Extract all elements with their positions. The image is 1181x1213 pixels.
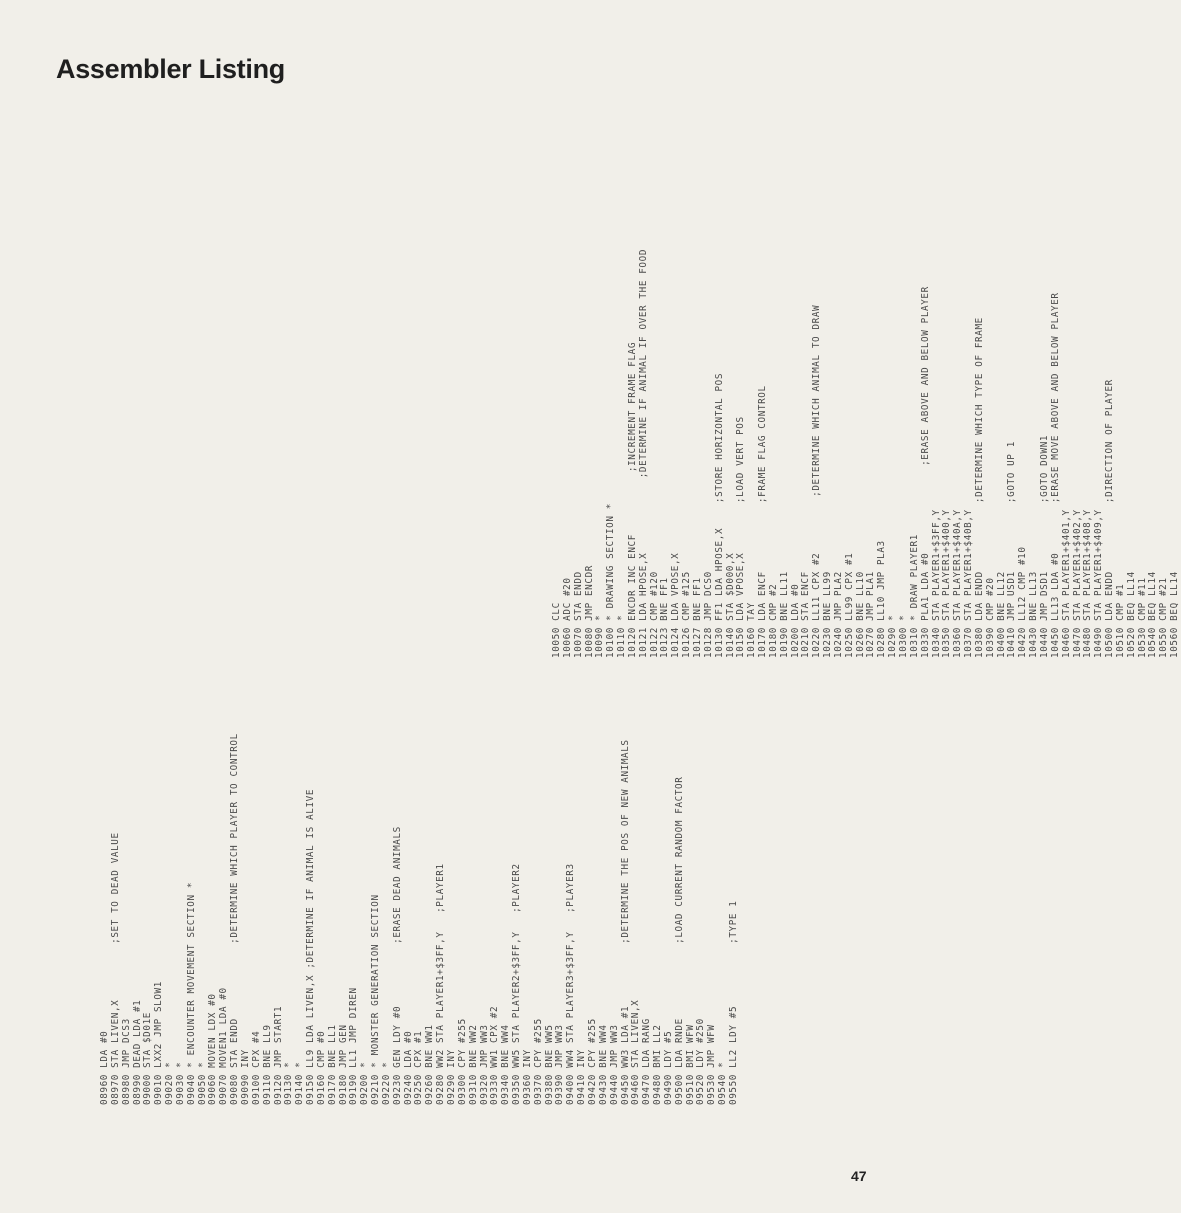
- code-line: 09180 JMP GEN: [337, 1024, 349, 1105]
- code-line: 09290 INY: [446, 1049, 457, 1105]
- code-line: 10080 JMP ENCDR: [583, 565, 595, 658]
- page-title: Assembler Listing: [56, 54, 285, 84]
- code-line: 10510 CMP #1: [1114, 583, 1126, 658]
- code-line: 10128 JMP DCS0: [702, 571, 714, 658]
- code-line: 09060 MOVEN LDX #0: [207, 993, 219, 1105]
- code-line: 09140 *: [294, 1061, 306, 1105]
- code-line: 09240 LDA #0: [402, 1030, 414, 1105]
- code-line: 10250 LL99 CPX #1: [843, 552, 855, 658]
- code-line: 10050 CLC: [551, 602, 562, 658]
- page-number: 47: [851, 1168, 867, 1184]
- code-line: 10060 ADC #20: [561, 577, 573, 658]
- code-line: 09500 LDA RNDE ;LOAD CURRENT RANDOM FACTOR: [673, 776, 685, 1105]
- code-line: 10120 ENCDR INC ENCF ;INCREMENT FRAME FLAG: [626, 341, 638, 658]
- code-line: 10430 BNE LL13: [1028, 571, 1040, 658]
- code-line: 10126 CMP #125: [681, 571, 693, 658]
- code-line: 09100 CPX #4: [250, 1030, 262, 1105]
- code-line: 10490 STA PLAYER1+$409,Y: [1093, 509, 1105, 658]
- code-line: 09450 WW3 LDA #1 ;DETERMINE THE POS OF NEW ANIMALS: [619, 739, 631, 1105]
- code-line: 10127 BNE FF1: [691, 577, 703, 658]
- code-line: 09480 BMI LL2: [652, 1024, 664, 1105]
- code-line: 10210 STA ENCF: [800, 571, 812, 658]
- code-line: 10160 TAY: [746, 602, 758, 658]
- code-line: 10280 LL10 JMP PLA3: [876, 540, 888, 658]
- code-line: 09200 *: [359, 1061, 371, 1105]
- code-line: 09360 INY: [521, 1049, 533, 1105]
- code-line: 10260 BNE LL10: [854, 571, 866, 658]
- code-line: 09120 JMP START1: [272, 1005, 284, 1105]
- code-line: 09490 LDY #5: [662, 1030, 674, 1105]
- code-line: 09420 CPY #255: [586, 1018, 598, 1105]
- code-line: 10230 BNE LL99: [822, 571, 834, 658]
- code-line: 10100 * DRAWING SECTION *: [605, 503, 617, 658]
- code-line: 10270 JMP PLA1: [865, 571, 877, 658]
- code-line: 10330 PLA1 LDA #0 ;ERASE ABOVE AND BELOW PLAYER: [919, 286, 931, 658]
- code-line: 10470 STA PLAYER1+$402,Y: [1071, 509, 1083, 658]
- code-line: 09410 INY: [576, 1049, 588, 1105]
- code-line: 09430 BNE WW4: [597, 1024, 609, 1105]
- code-line: 09530 JMP WFW: [706, 1024, 718, 1105]
- code-line: 09330 WW1 CPX #2: [489, 1005, 501, 1105]
- code-line: 09110 BNE LL9: [261, 1024, 273, 1105]
- code-line: 09020 *: [164, 1061, 176, 1105]
- code-line: 10420 LL12 CMP #10: [1017, 546, 1029, 658]
- code-line: 09440 JMP WW3: [608, 1024, 620, 1105]
- code-line: 09550 LL2 LDY #5 ;TYPE 1: [727, 900, 739, 1105]
- code-line: 10190 BNE LL11: [778, 571, 790, 658]
- code-line: 10140 STA $D000,X: [724, 552, 736, 658]
- code-line: 09190 LL1 JMP DIREN: [348, 987, 360, 1105]
- code-line: 10180 CMP #2: [767, 583, 779, 658]
- code-line: 08960 LDA #0: [99, 1030, 110, 1105]
- code-line: 10110 *: [616, 614, 628, 658]
- code-line: 09520 LDY #250: [695, 1018, 707, 1105]
- code-line: 10124 LDA VPOSE,X: [670, 552, 682, 658]
- code-line: 09350 WW5 STA PLAYER2+$3FF,Y ;PLAYER2: [511, 863, 523, 1105]
- code-line: 09320 JMP WW3: [478, 1024, 490, 1105]
- code-line: 10310 * DRAW PLAYER1: [908, 534, 920, 658]
- code-line: 09280 WW2 STA PLAYER1+$3FF,Y ;PLAYER1: [435, 863, 447, 1105]
- code-line: 09050 *: [196, 1061, 208, 1105]
- code-line: 10530 CMP #11: [1136, 577, 1148, 658]
- code-line: 09380 BNE WW5: [543, 1024, 555, 1105]
- code-line: 10220 LL11 CPX #2 ;DETERMINE WHICH ANIMAL TO DRAW: [811, 304, 823, 658]
- code-line: 09460 STA LIVEN,X: [630, 999, 642, 1105]
- code-line: 10121 LDA HPOSE,X ;DETERMINE IF ANIMAL IF OVER THE FOOD: [637, 248, 649, 658]
- code-line: 10500 LDA ENDD ;DIRECTION OF PLAYER: [1104, 379, 1116, 658]
- code-line: 09150 LL9 LDA LIVEN,X ;DETERMINE IF ANIMAL IS ALIVE: [305, 788, 317, 1105]
- code-line: 09090 INY: [239, 1049, 251, 1105]
- code-line: 09390 JMP WW3: [554, 1024, 566, 1105]
- code-line: 10070 STA ENDD: [572, 571, 584, 658]
- code-line: 10130 FF1 LDA HPOSE,X ;STORE HORIZONTAL POS: [713, 372, 725, 658]
- code-line: 10122 CMP #120: [648, 571, 660, 658]
- code-line: 10350 STA PLAYER1+$400,Y: [941, 509, 953, 658]
- code-line: 10460 STA PLAYER1+$401,Y: [1060, 509, 1072, 658]
- code-line: 09250 CPX #1: [413, 1030, 425, 1105]
- code-line: 10390 CMP #20: [984, 577, 996, 658]
- code-line: 10520 BEQ LL14: [1125, 571, 1137, 658]
- code-line: 09000 STA $D01E: [142, 1012, 154, 1105]
- code-line: 09340 BNE WW4: [500, 1024, 512, 1105]
- code-line: 09370 CPY #255: [532, 1018, 544, 1105]
- code-line: 10540 BEQ LL14: [1147, 571, 1159, 658]
- code-line: 10150 LDA VPOSE,X ;LOAD VERT POS: [735, 416, 747, 658]
- code-line: 08990 DEAD LDA #1: [131, 999, 143, 1105]
- code-line: 10560 BEQ LL14: [1169, 571, 1181, 658]
- code-line: 10450 LL13 LDA #0 ;ERASE MOVE ABOVE AND BELOW PLAYER: [1049, 292, 1061, 658]
- code-line: 09260 BNE WW1: [424, 1024, 436, 1105]
- code-line: 10090 *: [594, 614, 606, 658]
- code-line: 09300 CPY #255: [456, 1018, 468, 1105]
- code-line: 09310 BNE WW2: [467, 1024, 479, 1105]
- code-line: 10380 LDA ENDD ;DETERMINE WHICH TYPE OF FRAME: [973, 317, 985, 658]
- code-line: 09400 WW4 STA PLAYER3+$3FF,Y ;PLAYER3: [565, 863, 577, 1105]
- code-line: 09470 LDA RANG: [641, 1018, 653, 1105]
- code-line: 08970 STA LIVEN,X ;SET TO DEAD VALUE: [109, 832, 121, 1105]
- code-line: 09160 CMP #0: [315, 1030, 327, 1105]
- listing-column-right: [552, 98, 1181, 658]
- code-line: 09130 *: [283, 1061, 295, 1105]
- code-line: 09540 *: [717, 1061, 729, 1105]
- code-line: 10123 BNE FF1: [659, 577, 671, 658]
- code-line: 09230 GEN LDY #0 ;ERASE DEAD ANIMALS: [391, 826, 403, 1105]
- code-line: 10290 *: [887, 614, 899, 658]
- code-line: 08980 JMP DCS3: [120, 1018, 132, 1105]
- code-line: 10360 STA PLAYER1+$40A,Y: [952, 509, 964, 658]
- code-line: 09220 *: [380, 1061, 392, 1105]
- code-line: 09210 * MONSTER GENERATION SECTION: [370, 894, 382, 1105]
- code-line: 10440 JMP DSD1 ;GOTO DOWN1: [1038, 434, 1050, 658]
- code-line: 10400 BNE LL12: [995, 571, 1007, 658]
- code-line: 10200 LDA #0: [789, 583, 801, 658]
- code-line: 10410 JMP USD1 ;GOTO UP 1: [1006, 441, 1018, 658]
- code-line: 10480 STA PLAYER1+$408,Y: [1082, 509, 1094, 658]
- code-line: 10240 JMP PLA2: [832, 571, 844, 658]
- code-line: 09510 BMI WFW: [684, 1024, 696, 1105]
- code-line: 10340 STA PLAYER1+$3FF,Y: [930, 509, 942, 658]
- code-line: 09030 *: [174, 1061, 186, 1105]
- code-line: 09070 MOVEN1 LDA #0: [218, 987, 230, 1105]
- code-line: 09010 LXX2 JMP SLOW1: [153, 981, 165, 1105]
- code-line: 10550 CMP #21: [1158, 577, 1170, 658]
- code-line: 10170 LDA ENCF ;FRAME FLAG CONTROL: [757, 385, 769, 658]
- code-line: 10370 STA PLAYER1+$40B,Y: [963, 509, 975, 658]
- code-line: 09080 STA ENDD ;DETERMINE WHICH PLAYER TO CONTROL: [229, 733, 241, 1105]
- code-line: 09170 BNE LL1: [326, 1024, 338, 1105]
- code-line: 09040 * ENCOUNTER MOVEMENT SECTION *: [185, 881, 197, 1105]
- code-line: 10300 *: [898, 614, 909, 658]
